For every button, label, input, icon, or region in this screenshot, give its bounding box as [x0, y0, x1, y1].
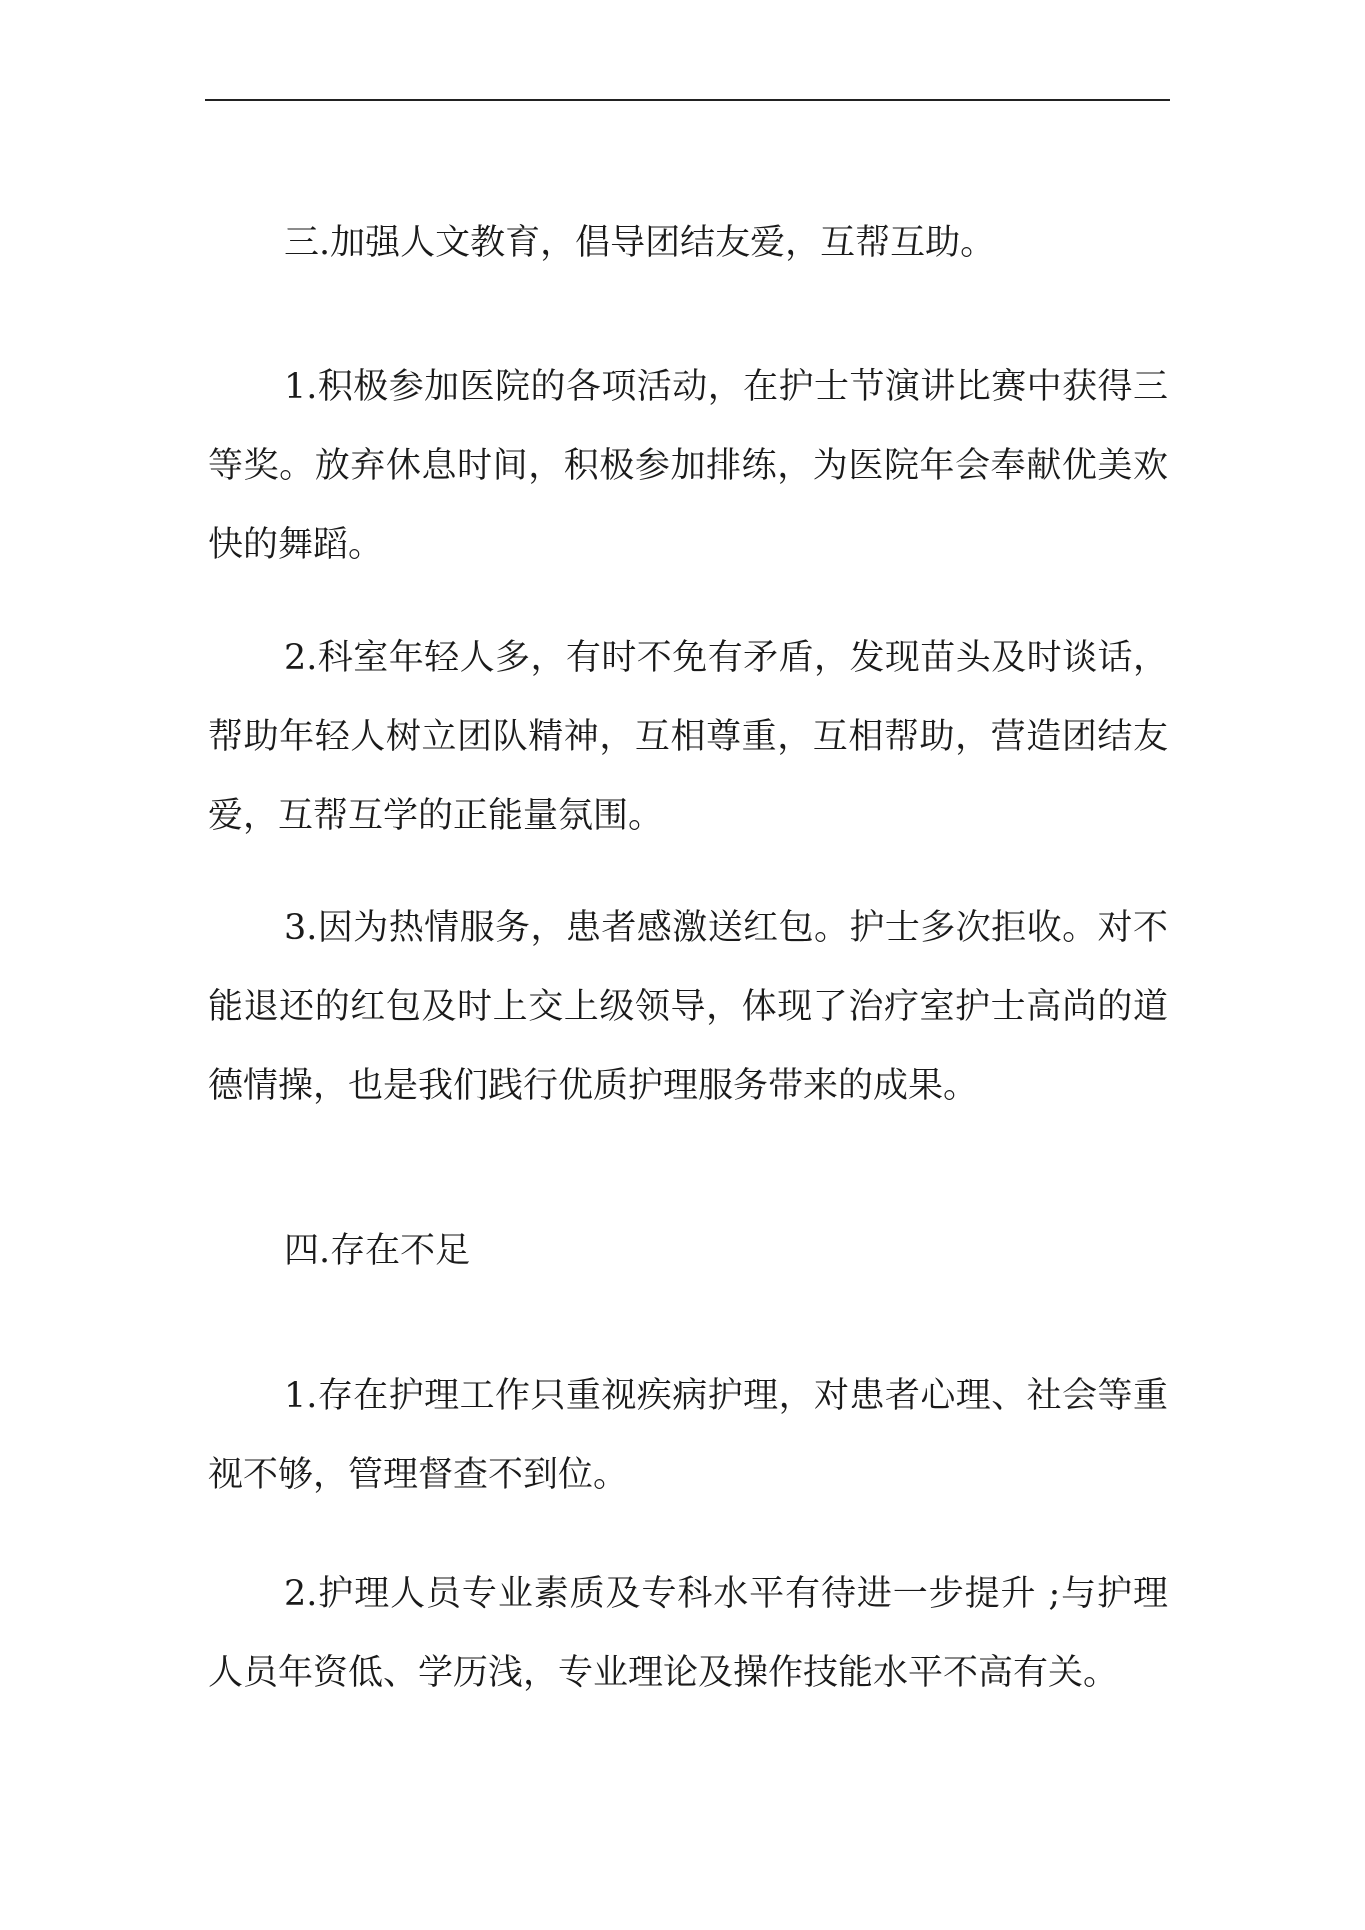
- section-heading-3: 三.加强人文教育，倡导团结友爱，互帮互助。: [284, 223, 996, 263]
- paragraph-4-1: 1.存在护理工作只重视疾病护理，对患者心理、社会等重视不够，管理督查不到位。: [208, 1376, 1168, 1495]
- paragraph-4-2: 2.护理人员专业素质及专科水平有待进一步提升 ;与护理人员年资低、学历浅，专业理论及操作技能水平不高有关。: [208, 1574, 1168, 1693]
- paragraph-3-2: 2.科室年轻人多，有时不免有矛盾，发现苗头及时谈话，帮助年轻人树立团队精神，互相尊重，互相帮助，营造团结友爱，互帮互学的正能量氛围。: [208, 638, 1168, 836]
- paragraph-3-3: 3.因为热情服务，患者感激送红包。护士多次拒收。对不能退还的红包及时上交上级领导，体现了治疗室护士高尚的道德情操，也是我们践行优质护理服务带来的成果。: [208, 908, 1168, 1106]
- paragraph-3-1: 1.积极参加医院的各项活动，在护士节演讲比赛中获得三等奖。放弃休息时间，积极参加排练，为医院年会奉献优美欢快的舞蹈。: [208, 367, 1168, 565]
- section-heading-4: 四.存在不足: [284, 1231, 471, 1271]
- header-rule: [205, 99, 1170, 101]
